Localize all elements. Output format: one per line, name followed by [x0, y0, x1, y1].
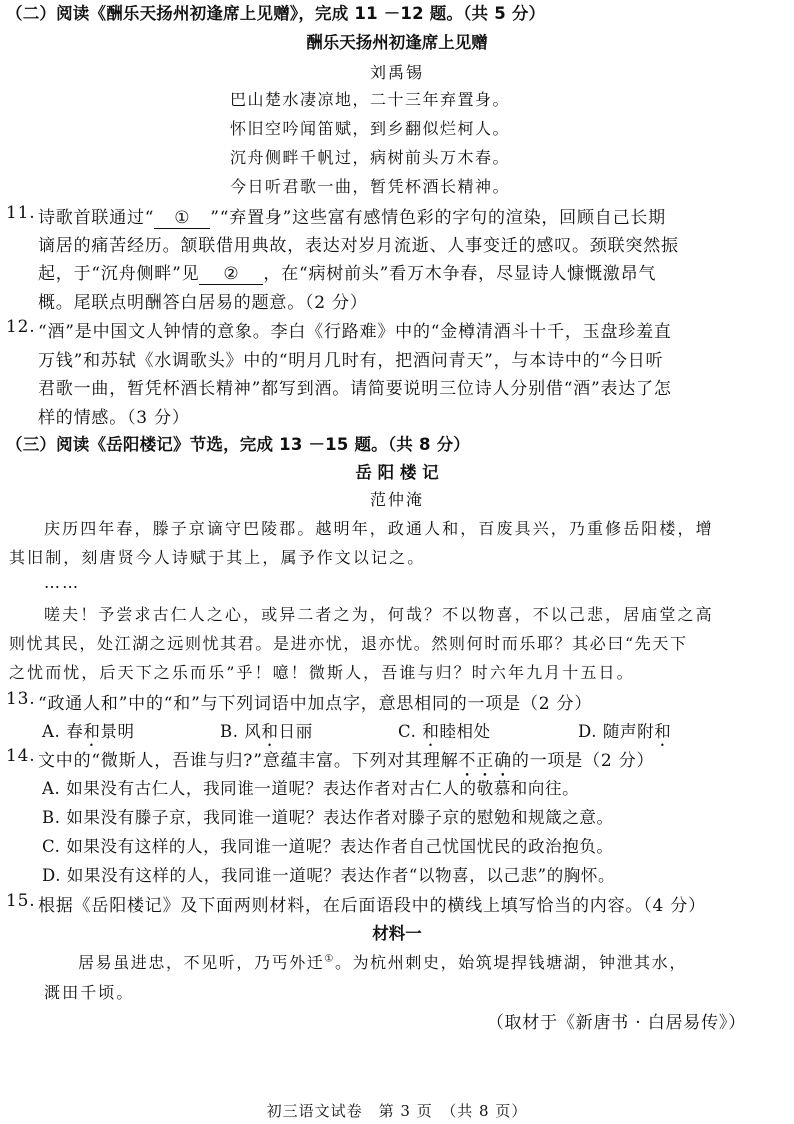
essay-title: 岳 阳 楼 记: [355, 463, 439, 482]
q13-option-b[interactable]: B. 风和日丽: [220, 722, 313, 741]
essay-line: 其旧制，刻唐贤今人诗赋于其上，属予作文以记之。: [9, 548, 426, 567]
material-title: 材料一: [372, 924, 422, 943]
poem-author: 刘禹锡: [369, 63, 424, 82]
question-number: 13.: [6, 689, 36, 709]
footnote-marker: ①: [324, 953, 335, 965]
essay-line: 之忧而忧，后天下之乐而乐”乎！噫！微斯人，吾谁与归？时六年九月十五日。: [9, 663, 635, 682]
material-source: （取材于《新唐书 · 白居易传》）: [486, 1013, 746, 1033]
q12-line-3: 君歌一曲，暂凭杯酒长精神”都写到酒。请简要说明三位诗人分别借“酒”表达了怎: [38, 379, 672, 399]
poem-line: 沉舟侧畔千帆过，病树前头万木春。: [230, 148, 511, 167]
answer-blank-1[interactable]: ①: [154, 208, 210, 229]
section-2-heading: （二）阅读《酬乐天扬州初逢席上见赠》，完成 11 －12 题。（共 5 分）: [6, 4, 546, 23]
q12-line-2: 万钱”和苏轼《水调歌头》中的“明月几时有，把酒问青天”，与本诗中的“今日听: [38, 351, 664, 371]
q14-option-b[interactable]: B. 如果没有滕子京，我同谁一道呢？表达作者对滕子京的慰勉和规箴之意。: [42, 808, 614, 827]
q11-line-2: 谪居的痛苦经历。颔联借用典故，表达对岁月流逝、人事变迁的感叹。颈联突然振: [38, 236, 679, 256]
q14-option-c[interactable]: C. 如果没有这样的人，我同谁一道呢？表达作者自己忧国忧民的政治抱负。: [42, 837, 614, 856]
q13-stem: “政通人和”中的“和”与下列词语中加点字，意思相同的一项是（2 分）: [38, 694, 593, 714]
question-number: 14.: [6, 746, 36, 766]
q13-option-a[interactable]: A. 春和景明: [42, 722, 135, 741]
question-number: 12.: [6, 317, 36, 337]
q14-stem: 文中的“微斯人，吾谁与归?”意蕴丰富。下列对其理解不正确的一项是（2 分）: [38, 751, 655, 771]
q14-option-a[interactable]: A. 如果没有古仁人，我同谁一道呢？表达作者对古仁人的敬慕和向往。: [42, 779, 580, 798]
q11-line-3: 起，于“沉舟侧畔”见 ② ，在“病树前头”看万木争春，尽显诗人慷慨激昂气: [38, 264, 657, 284]
page-footer: 初三语文试卷 第 3 页 （共 8 页）: [266, 1102, 528, 1120]
question-number: 15.: [6, 891, 36, 911]
essay-author: 范仲淹: [369, 490, 424, 509]
poem-title: 酬乐天扬州初逢席上见赠: [306, 33, 488, 52]
q11-line-4: 概。尾联点明酬答白居易的题意。（2 分）: [38, 293, 368, 313]
essay-line: 庆历四年春，滕子京谪守巴陵郡。越明年，政通人和，百废具兴，乃重修岳阳楼，增: [44, 519, 714, 538]
q13-option-c[interactable]: C. 和睦相处: [398, 722, 491, 741]
material-line: 居易虽进忠，不见听，乃丐外迁①。为杭州刺史，始筑堤捍钱塘湖，钟泄其水，: [78, 953, 687, 972]
essay-line: 则忧其民，处江湖之远则忧其君。是进亦忧，退亦忧。然则何时而乐耶？其必曰“先天下: [9, 634, 688, 653]
poem-line: 巴山楚水凄凉地，二十三年弃置身。: [230, 90, 511, 109]
q15-stem: 根据《岳阳楼记》及下面两则材料，在后面语段中的横线上填写恰当的内容。（4 分）: [38, 896, 706, 916]
q12-line-4: 样的情感。（3 分）: [38, 408, 190, 428]
material-line: 溉田千顷。: [44, 983, 135, 1002]
section-3-heading: （三）阅读《岳阳楼记》节选，完成 13 －15 题。（共 8 分）: [6, 435, 470, 454]
q14-option-d[interactable]: D. 如果没有这样的人，我同谁一道呢？表达作者“以物喜，以己悲”的胸怀。: [42, 866, 616, 885]
answer-blank-2[interactable]: ②: [199, 264, 263, 285]
q11-line-1: 诗歌首联通过“ ① ”“弃置身”这些富有感情色彩的字句的渲染，回顾自己长期: [38, 208, 666, 228]
q13-option-d[interactable]: D. 随声附和: [578, 722, 672, 741]
question-number: 11.: [6, 203, 36, 223]
poem-line: 今日听君歌一曲，暂凭杯酒长精神。: [230, 177, 511, 196]
essay-ellipsis: ……: [44, 573, 81, 592]
essay-line: 嗟夫！予尝求古仁人之心，或异二者之为，何哉？不以物喜，不以己悲，居庙堂之高: [44, 605, 714, 624]
poem-line: 怀旧空吟闻笛赋，到乡翻似烂柯人。: [230, 119, 511, 138]
q12-line-1: “酒”是中国文人钟情的意象。李白《行路难》中的“金樽清酒斗十千，玉盘珍羞直: [38, 322, 672, 342]
